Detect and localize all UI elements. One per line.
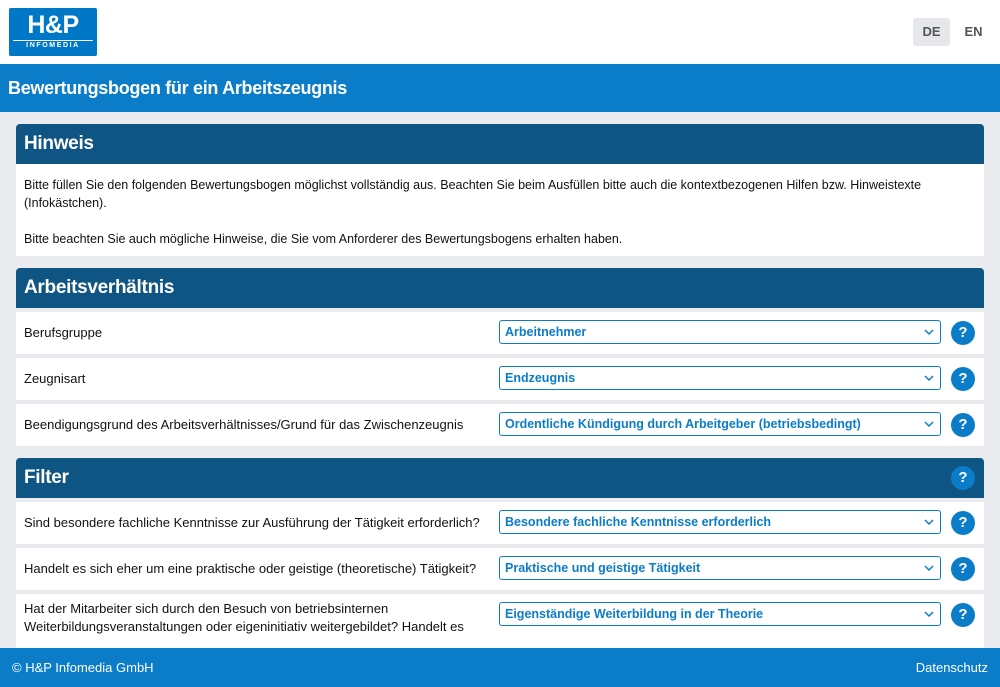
help-icon[interactable]: ? xyxy=(951,603,975,627)
select-value: Praktische und geistige Tätigkeit xyxy=(505,561,701,575)
form-row-beendigungsgrund xyxy=(16,404,984,446)
zeugnisart-label: Zeugnisart xyxy=(24,371,86,386)
hinweis-title: Hinweis xyxy=(24,133,94,154)
fachkenntnisse-select[interactable] xyxy=(499,510,941,534)
filter-help-icon[interactable]: ? xyxy=(951,466,975,490)
language-en-button[interactable]: EN xyxy=(964,24,983,39)
weiterbildung-select[interactable] xyxy=(499,602,941,626)
title-bar xyxy=(0,64,1000,112)
hinweis-panel xyxy=(16,164,984,256)
chevron-down-icon xyxy=(924,328,934,336)
logo-sub-text: INFOMEDIA xyxy=(13,40,93,51)
select-value: Endzeugnis xyxy=(505,371,576,385)
beendigungsgrund-label: Beendigungsgrund des Arbeitsverhältnisses/Grund für das Zwischenzeugnis xyxy=(24,417,464,432)
zeugnisart-select[interactable] xyxy=(499,366,941,390)
berufsgruppe-label: Berufsgruppe xyxy=(24,325,103,340)
beendigungsgrund-select[interactable] xyxy=(499,412,941,436)
help-icon[interactable]: ? xyxy=(951,413,975,437)
form-row-weiterbildung xyxy=(16,594,984,648)
help-icon[interactable]: ? xyxy=(951,321,975,345)
hinweis-section-header xyxy=(16,124,984,164)
footer xyxy=(0,648,1000,687)
select-value: Eigenständige Weiterbildung in der Theorie xyxy=(505,607,764,621)
chevron-down-icon xyxy=(924,420,934,428)
taetigkeit-select[interactable] xyxy=(499,556,941,580)
help-icon[interactable]: ? xyxy=(951,367,975,391)
fachkenntnisse-label: Sind besondere fachliche Kenntnisse zur Ausführung der Tätigkeit erforderlich? xyxy=(24,515,480,530)
taetigkeit-label: Handelt es sich eher um eine praktische oder geistige (theoretische) Tätigkeit? xyxy=(24,561,477,576)
hinweis-text-1: Bitte füllen Sie den folgenden Bewertungsbogen möglichst vollständig aus. Beachten Sie beim Ausfüllen bitte auch die kontextbezogenen Hilfen bzw. Hinweistexte (Infokästchen). xyxy=(24,178,922,210)
logo-main-text: H&P xyxy=(27,11,79,39)
chevron-down-icon xyxy=(924,518,934,526)
arbeitsverhaeltnis-title: Arbeitsverhältnis xyxy=(24,277,175,298)
form-row-berufsgruppe xyxy=(16,312,984,354)
chevron-down-icon xyxy=(924,610,934,618)
help-icon[interactable]: ? xyxy=(951,511,975,535)
form-row-zeugnisart xyxy=(16,358,984,400)
select-value: Ordentliche Kündigung durch Arbeitgeber (betriebsbedingt) xyxy=(505,417,861,431)
filter-title: Filter xyxy=(24,467,69,488)
berufsgruppe-select[interactable] xyxy=(499,320,941,344)
company-logo[interactable] xyxy=(9,8,97,56)
form-row-taetigkeit xyxy=(16,548,984,590)
copyright-text: © H&P Infomedia GmbH xyxy=(12,660,154,675)
chevron-down-icon xyxy=(924,564,934,572)
privacy-link[interactable]: Datenschutz xyxy=(915,660,988,675)
weiterbildung-label: Hat der Mitarbeiter sich durch den Besuch von betriebsinternen Weiterbildungsveranstaltungen oder eigeninitiativ weitergebildet? Handelt es xyxy=(24,601,464,634)
hinweis-text-2: Bitte beachten Sie auch mögliche Hinweise, die Sie vom Anforderer des Bewertungsbogens erhalten haben. xyxy=(24,232,623,246)
arbeitsverhaeltnis-section-header xyxy=(16,268,984,308)
page-title: Bewertungsbogen für ein Arbeitszeugnis xyxy=(8,78,347,98)
top-bar xyxy=(0,0,1000,64)
language-de-button[interactable]: DE xyxy=(913,18,950,46)
form-row-fachkenntnisse xyxy=(16,502,984,544)
filter-section-header xyxy=(16,458,984,498)
chevron-down-icon xyxy=(924,374,934,382)
help-icon[interactable]: ? xyxy=(951,557,975,581)
select-value: Besondere fachliche Kenntnisse erforderlich xyxy=(505,515,772,529)
select-value: Arbeitnehmer xyxy=(505,325,587,339)
